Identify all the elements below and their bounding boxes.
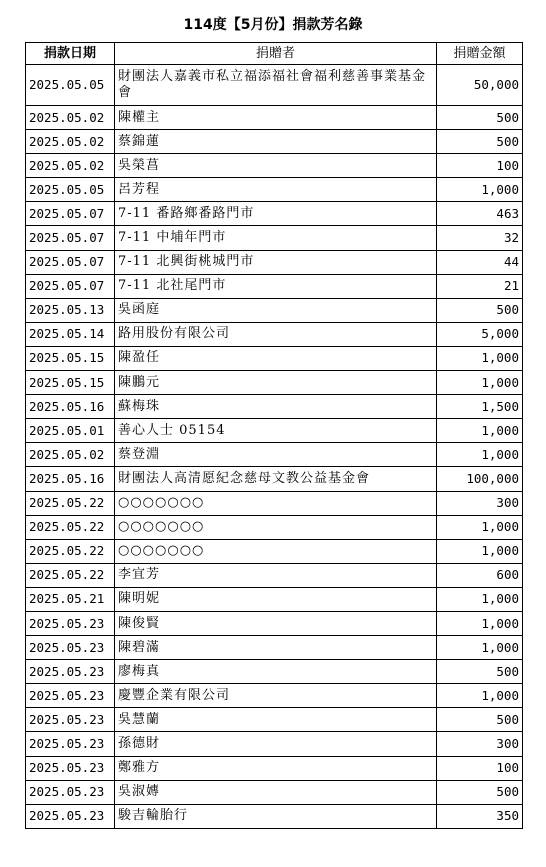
amount-cell: 1,000 [437,587,523,611]
amount-cell: 1,000 [437,178,523,202]
donor-cell: 吳函庭 [115,298,437,322]
table-row [26,491,523,515]
date-cell: 2025.05.15 [26,371,115,395]
table-row [26,684,523,708]
table-row [26,443,523,467]
donor-cell: 蔡登淵 [115,443,437,467]
amount-cell: 1,500 [437,395,523,419]
donor-cell: 財團法人高清愿紀念慈母文教公益基金會 [115,467,437,491]
date-cell: 2025.05.01 [26,419,115,443]
donor-cell: 7-11 番路鄉番路門市 [115,202,437,226]
amount-cell: 1,000 [437,684,523,708]
donor-cell: 鄭雅方 [115,756,437,780]
table-row [26,563,523,587]
date-cell: 2025.05.23 [26,756,115,780]
donor-cell: 善心人士 05154 [115,419,437,443]
amount-cell: 500 [437,660,523,684]
table-row [26,539,523,563]
date-cell: 2025.05.07 [26,250,115,274]
date-cell: 2025.05.02 [26,154,115,178]
date-cell: 2025.05.22 [26,539,115,563]
date-cell: 2025.05.16 [26,467,115,491]
table-row [26,515,523,539]
donor-cell: 吳榮菖 [115,154,437,178]
amount-cell: 500 [437,130,523,154]
date-cell: 2025.05.13 [26,298,115,322]
date-cell: 2025.05.21 [26,587,115,611]
amount-cell: 500 [437,298,523,322]
amount-cell: 463 [437,202,523,226]
table-row [26,154,523,178]
table-row [26,371,523,395]
donor-cell: 慶豐企業有限公司 [115,684,437,708]
date-cell: 2025.05.23 [26,780,115,804]
date-cell: 2025.05.14 [26,322,115,346]
donor-cell: 孫德財 [115,732,437,756]
amount-cell: 1,000 [437,346,523,370]
amount-cell: 1,000 [437,539,523,563]
amount-cell: 100 [437,756,523,780]
date-cell: 2025.05.23 [26,611,115,635]
table-row [26,756,523,780]
amount-cell: 32 [437,226,523,250]
donor-cell: 廖梅真 [115,660,437,684]
header-donor: 捐贈者 [115,43,437,65]
date-cell: 2025.05.23 [26,660,115,684]
donor-cell: 7-11 北興街桃城門市 [115,250,437,274]
donor-cell: 陳俊賢 [115,611,437,635]
table-row [26,274,523,298]
donor-cell: 吳慧蘭 [115,708,437,732]
date-cell: 2025.05.07 [26,226,115,250]
donor-cell: 李宜芳 [115,563,437,587]
header-date: 捐款日期 [26,43,115,65]
header-amount: 捐贈金額 [437,43,523,65]
date-cell: 2025.05.23 [26,684,115,708]
donor-cell: 7-11 中埔年門市 [115,226,437,250]
amount-cell: 100,000 [437,467,523,491]
donor-cell: 陳明妮 [115,587,437,611]
date-cell: 2025.05.05 [26,65,115,106]
donor-cell: 路用股份有限公司 [115,322,437,346]
table-row [26,780,523,804]
table-row [26,346,523,370]
amount-cell: 1,000 [437,636,523,660]
amount-cell: 21 [437,274,523,298]
table-row [26,395,523,419]
amount-cell: 1,000 [437,611,523,635]
date-cell: 2025.05.23 [26,708,115,732]
table-row [26,322,523,346]
amount-cell: 600 [437,563,523,587]
table-row [26,226,523,250]
donor-cell: 財團法人嘉義市私立福添福社會福利慈善事業基金會 [115,65,437,106]
table-row [26,732,523,756]
table-row [26,467,523,491]
table-row [26,178,523,202]
donor-cell: 7-11 北社尾門市 [115,274,437,298]
amount-cell: 500 [437,780,523,804]
table-row [26,250,523,274]
table-row [26,106,523,130]
table-row [26,708,523,732]
donor-cell: 呂芳程 [115,178,437,202]
date-cell: 2025.05.22 [26,491,115,515]
donor-cell: 陳鵬元 [115,371,437,395]
date-cell: 2025.05.16 [26,395,115,419]
date-cell: 2025.05.02 [26,106,115,130]
date-cell: 2025.05.23 [26,732,115,756]
amount-cell: 1,000 [437,515,523,539]
table-row [26,804,523,828]
table-body [26,65,523,829]
amount-cell: 1,000 [437,371,523,395]
table-row [26,202,523,226]
donor-cell: ○○○○○○○ [115,491,437,515]
date-cell: 2025.05.02 [26,443,115,467]
donor-cell: 蘇梅珠 [115,395,437,419]
page-title: 114度【5月份】捐款芳名錄 [183,17,363,33]
donor-cell: ○○○○○○○ [115,539,437,563]
amount-cell: 1,000 [437,419,523,443]
donor-cell: 陳盈任 [115,346,437,370]
date-cell: 2025.05.02 [26,130,115,154]
amount-cell: 350 [437,804,523,828]
donor-cell: 陳碧滿 [115,636,437,660]
table-row [26,587,523,611]
donation-table [25,42,523,829]
amount-cell: 5,000 [437,322,523,346]
table-row [26,298,523,322]
table-row [26,611,523,635]
date-cell: 2025.05.23 [26,804,115,828]
table-header-row [26,43,523,65]
amount-cell: 50,000 [437,65,523,106]
date-cell: 2025.05.07 [26,202,115,226]
date-cell: 2025.05.23 [26,636,115,660]
amount-cell: 500 [437,708,523,732]
amount-cell: 500 [437,106,523,130]
table-row [26,130,523,154]
table-row [26,636,523,660]
table-row [26,660,523,684]
date-cell: 2025.05.07 [26,274,115,298]
amount-cell: 1,000 [437,443,523,467]
amount-cell: 100 [437,154,523,178]
donor-cell: 陳權主 [115,106,437,130]
date-cell: 2025.05.15 [26,346,115,370]
donor-cell: ○○○○○○○ [115,515,437,539]
donor-cell: 蔡錦蓮 [115,130,437,154]
date-cell: 2025.05.05 [26,178,115,202]
date-cell: 2025.05.22 [26,563,115,587]
amount-cell: 44 [437,250,523,274]
amount-cell: 300 [437,491,523,515]
donor-cell: 吳淑嫥 [115,780,437,804]
amount-cell: 300 [437,732,523,756]
donor-cell: 駿吉輪胎行 [115,804,437,828]
table-row [26,65,523,106]
table-row [26,419,523,443]
date-cell: 2025.05.22 [26,515,115,539]
